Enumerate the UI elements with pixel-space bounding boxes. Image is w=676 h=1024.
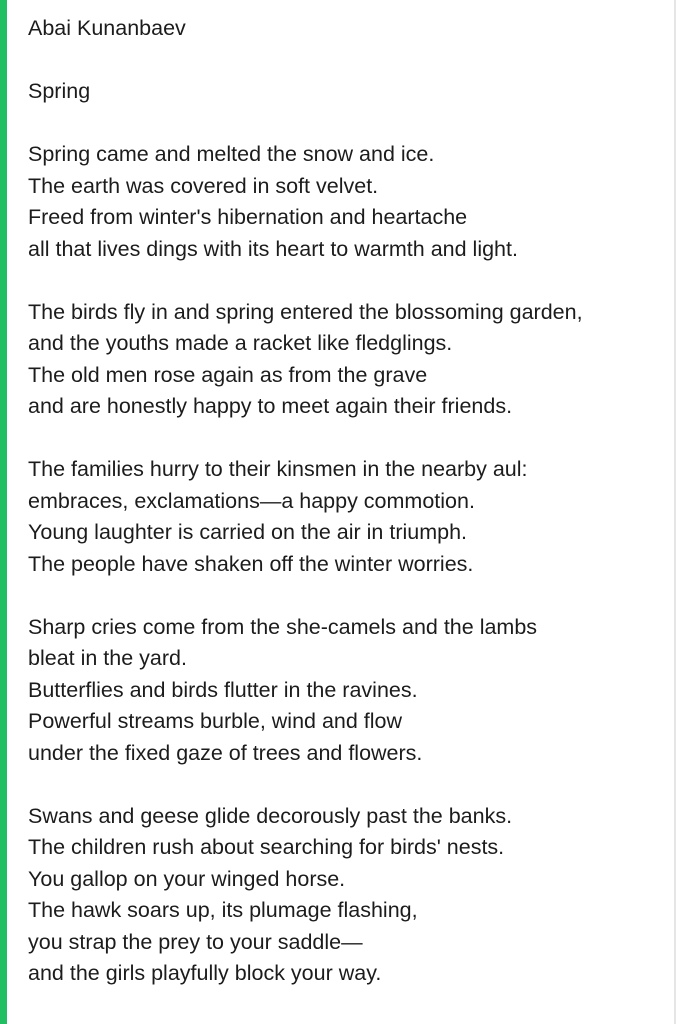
poem-line: The families hurry to their kinsmen in the nearby aul: — [28, 457, 528, 481]
poem-line: Powerful streams burble, wind and flow — [28, 709, 403, 733]
stanza-4 — [28, 612, 670, 770]
author-name: Abai Kunanbaev — [28, 16, 186, 40]
poem-document — [28, 13, 670, 990]
stanza-1 — [28, 139, 670, 265]
poem-line: Sharp cries come from the she-camels and the lambs — [28, 614, 538, 639]
poem-line: all that lives dings with its heart to warmth and light. — [28, 236, 518, 261]
poem-line: The people have shaken off the winter worries. — [28, 551, 474, 576]
stanza-5 — [28, 801, 670, 990]
poem-line: you strap the prey to your saddle— — [28, 929, 363, 954]
poem-line: Butterflies and birds flutter in the ravines. — [28, 677, 418, 702]
poem-line: under the fixed gaze of trees and flowers. — [28, 740, 423, 765]
poem-line: Spring came and melted the snow and ice. — [28, 142, 435, 166]
stanza-spacer — [28, 265, 670, 297]
poem-line: Freed from winter's hibernation and heartache — [28, 205, 468, 229]
poem-line: You gallop on your winged horse. — [28, 866, 346, 891]
poem-line: bleat in the yard. — [28, 646, 187, 670]
stanza-2 — [28, 297, 670, 423]
poem-line: The hawk soars up, its plumage flashing, — [28, 898, 418, 922]
stanza-spacer — [28, 580, 670, 612]
stanza-spacer — [28, 423, 670, 455]
poem-line: Young laughter is carried on the air in triumph. — [28, 520, 468, 544]
spacer — [28, 108, 670, 140]
poem-line: embraces, exclamations—a happy commotion. — [28, 488, 475, 513]
poem-line: Swans and geese glide decorously past the banks. — [28, 803, 513, 828]
poem-line: The children rush about searching for birds' nests. — [28, 835, 505, 859]
stanza-3 — [28, 454, 670, 580]
poem-line: and are honestly happy to meet again their friends. — [28, 394, 513, 418]
stanza-spacer — [28, 769, 670, 801]
poem-line: The old men rose again as from the grave — [28, 362, 428, 387]
spacer — [28, 45, 670, 77]
poem-line: and the youths made a racket like fledglings. — [28, 331, 453, 355]
poem-line: The earth was covered in soft velvet. — [28, 173, 379, 198]
poem-title: Spring — [28, 79, 91, 103]
poem-line: The birds fly in and spring entered the blossoming garden, — [28, 299, 583, 324]
quote-accent-bar — [0, 0, 7, 1024]
poem-line: and the girls playfully block your way. — [28, 961, 382, 985]
